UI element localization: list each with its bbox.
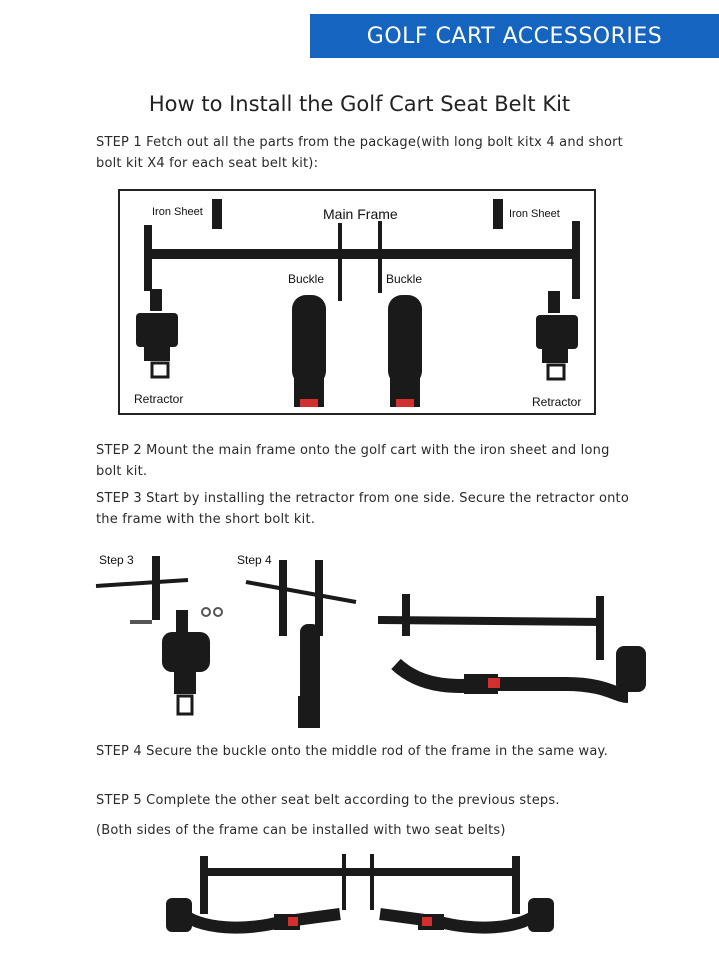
- retractor-right-body: [536, 315, 578, 349]
- main-frame-mid-rod-left: [338, 223, 342, 301]
- main-frame-mid-rod-right: [378, 221, 382, 293]
- combo-frame-post-left: [402, 594, 410, 636]
- step3-frame-bar: [96, 580, 188, 586]
- label-retractor-left: Retractor: [134, 392, 184, 406]
- final-buckle-left-red: [288, 917, 298, 926]
- final-frame-post-left: [200, 856, 208, 914]
- step4-buckle-strap: [300, 624, 320, 704]
- page-title: How to Install the Golf Cart Seat Belt Kit: [148, 92, 571, 116]
- main-frame-left-post: [144, 225, 152, 291]
- step4-frame-post-right: [315, 560, 323, 636]
- combo-retractor: [616, 646, 646, 692]
- retractor-left-body: [136, 313, 178, 347]
- step4-buckle-head: [298, 696, 320, 728]
- label-main-frame: Main Frame: [323, 206, 398, 222]
- step3-retractor-tongue: [178, 696, 192, 714]
- final-buckle-right-red: [422, 917, 432, 926]
- buckle-right-strap: [388, 295, 422, 385]
- step3-retractor-body: [162, 632, 210, 672]
- final-retractor-right: [528, 898, 554, 932]
- label-step-4: Step 4: [237, 553, 272, 567]
- step3-washer-2: [214, 608, 222, 616]
- retractor-right-strap: [542, 349, 568, 363]
- retractor-left-mount: [150, 289, 162, 311]
- step-4-text: STEP 4 Secure the buckle onto the middle rod of the frame in the same way.: [96, 744, 608, 759]
- label-buckle-left: Buckle: [288, 272, 325, 286]
- step3-frame-post: [152, 556, 160, 620]
- retractor-right-mount: [548, 291, 560, 313]
- header-banner: GOLF CART ACCESSORIES: [310, 14, 719, 58]
- buckle-left-red-button: [300, 399, 318, 407]
- combo-frame-bar: [378, 620, 604, 622]
- retractor-left-strap: [144, 347, 170, 361]
- step3-retractor-strap: [174, 672, 196, 694]
- step-1-text: STEP 1 Fetch out all the parts from the package(with long bolt kitx 4 and short bolt kit X4 for each seat belt kit):: [96, 135, 623, 171]
- parts-figure: [118, 189, 596, 415]
- final-mid-rod-right: [370, 854, 374, 910]
- step4-frame-post-left: [279, 560, 287, 636]
- retractor-left-tongue: [152, 363, 168, 377]
- final-retractor-left: [166, 898, 192, 932]
- step3-washer-1: [202, 608, 210, 616]
- label-buckle-right: Buckle: [386, 272, 423, 286]
- main-frame-bar: [144, 249, 578, 259]
- final-figure: [160, 852, 560, 952]
- install-figure: [96, 546, 656, 736]
- iron-sheet-left-shape: [212, 199, 222, 229]
- label-retractor-right: Retractor: [532, 395, 582, 409]
- step-2-text: STEP 2 Mount the main frame onto the golf cart with the iron sheet and long bolt kit.: [96, 443, 610, 479]
- step3-retractor-mount: [176, 610, 188, 632]
- main-frame-right-post: [572, 221, 580, 299]
- combo-frame-post-right: [596, 596, 604, 660]
- final-frame-post-right: [512, 856, 520, 914]
- step-5-text: STEP 5 Complete the other seat belt according to the previous steps.: [96, 793, 560, 808]
- step-3-text: STEP 3 Start by installing the retractor from one side. Secure the retractor onto the frame with the short bolt kit.: [96, 491, 629, 527]
- iron-sheet-right-shape: [493, 199, 503, 229]
- buckle-left-strap: [292, 295, 326, 385]
- parts-figure-drawing: [120, 191, 598, 417]
- final-mid-rod-left: [342, 854, 346, 910]
- label-iron-sheet-left: Iron Sheet: [152, 206, 203, 218]
- label-step-3: Step 3: [99, 553, 134, 567]
- step-note-text: (Both sides of the frame can be installed with two seat belts): [96, 823, 506, 838]
- combo-belt-strap: [396, 664, 628, 696]
- retractor-right-tongue: [548, 365, 564, 379]
- step4-frame-bar: [246, 582, 356, 602]
- buckle-right-red-button: [396, 399, 414, 407]
- label-iron-sheet-right: Iron Sheet: [509, 208, 560, 220]
- combo-buckle-red-button: [488, 678, 500, 688]
